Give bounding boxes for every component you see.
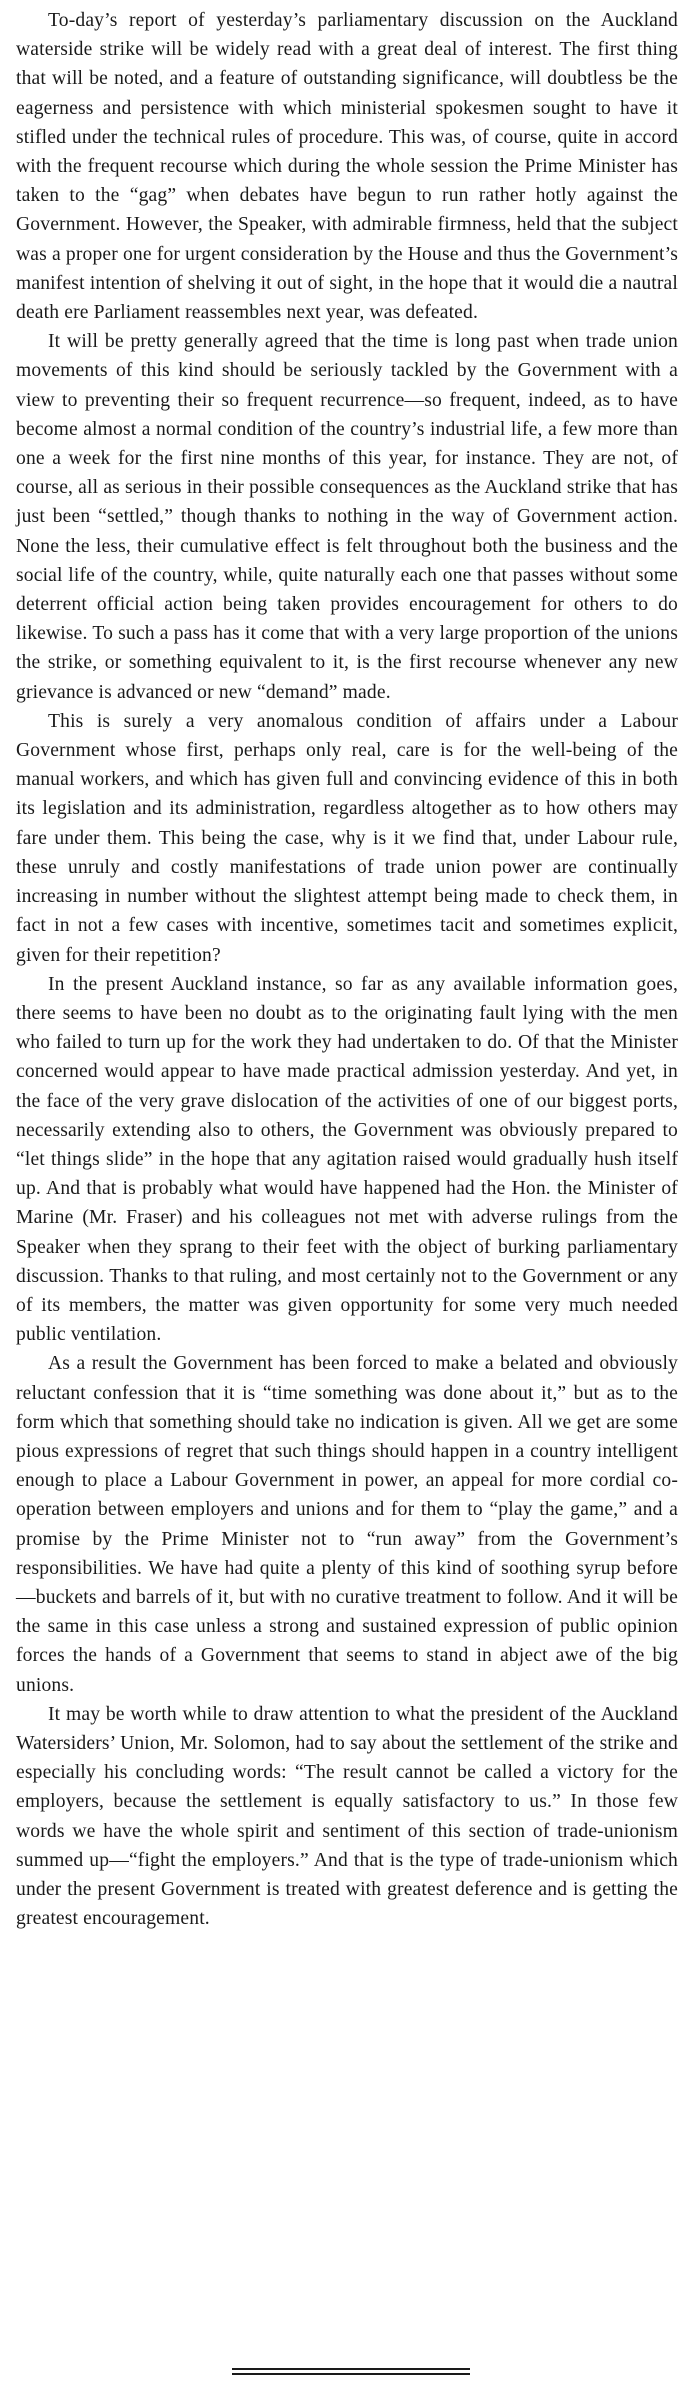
paragraph-2: It will be pretty generally agreed that the time is long past when trade union movements of this kind should be seriously tackled by the Government with a view to preventing their so frequent recurrence—so frequent, indeed, as to have become almost a normal condition of the country’s industrial life, a few more than one a week for the first nine months of this year, for instance. They are not, of course, all as serious in their possible consequences as the Auckland strike that has just been “settled,” though thanks to nothing in the way of Government action. None the less, their cumulative effect is felt throughout both the business and the social life of the country, while, quite naturally each one that passes without some deterrent official action being taken provides encouragement for others to do likewise. To such a pass has it come that with a very large proportion of the unions the strike, or something equivalent to it, is the first recourse whenever any new grievance is advanced or new “demand” made. <box>16 331 678 703</box>
end-of-article-rule <box>0 2368 700 2378</box>
paragraph-6: It may be worth while to draw attention to what the president of the Auckland Watersiders’ Union, Mr. Solomon, had to say about the settlement of the strike and especially his concluding words: “The result cannot be called a victory for the employers, because the settlement is equally satisfactory to us.” In those few words we have the whole spirit and sentiment of this section of trade-unionism summed up—“fight the employers.” And that is the type of trade-unionism which under the present Government is treated with greatest deference and is getting the greatest encouragement. <box>16 1703 678 1930</box>
paragraph-4: In the present Auckland instance, so far as any available information goes, there seems to have been no doubt as to the originating fault lying with the men who failed to turn up for the work they had undertaken to do. Of that the Minister concerned would appear to have made practical admission yesterday. And yet, in the face of the very grave dislocation of the activities of one of our biggest ports, necessarily extending also to others, the Government was obviously prepared to “let things slide” in the hope that any agitation raised would gradually hush itself up. And that is probably what would have happened had the Hon. the Minister of Marine (Mr. Fraser) and his colleagues not met with adverse rulings from the Speaker when they sprang to their feet with the object of burking parliamentary discussion. Thanks to that ruling, and most certainly not to the Government or any of its members, the matter was given opportunity for some very much needed public ventilation. <box>16 973 678 1346</box>
paragraph-1: To-day’s report of yesterday’s parliamentary discussion on the Auckland waterside strike will be widely read with a great deal of interest. The first thing that will be noted, and a feature of outstanding significance, will doubtless be the eagerness and persistence with which ministerial spokesmen sought to have it stifled under the technical rules of procedure. This was, of course, quite in accord with the frequent recourse which during the whole session the Prime Minister has taken to the “gag” when debates have begun to run rather hotly against the Government. However, the Speaker, with admirable firmness, held that the subject was a proper one for urgent consideration by the House and thus the Government’s manifest intention of shelving it out of sight, in the hope that it would die a nautral death ere Parliament reassembles next year, was defeated. <box>16 10 678 324</box>
paragraph-3: This is surely a very anomalous condition of affairs under a Labour Government whose first, perhaps only real, care is for the well-being of the manual workers, and which has given full and convincing evidence of this in both its legislation and its administration, regardless altogether as to how others may fare under them. This being the case, why is it we find that, under Labour rule, these unruly and costly manifestations of trade union power are continually increasing in number without the slightest attempt being made to check them, in fact in not a few cases with incentive, sometimes tacit and sometimes explicit, given for their repetition? <box>16 710 678 966</box>
rule-line-bottom <box>232 2373 470 2375</box>
rule-line-top <box>232 2368 470 2370</box>
editorial-column <box>16 6 678 1933</box>
paragraph-5: As a result the Government has been forced to make a belated and obviously reluctant confession that it is “time something was done about it,” but as to the form which that something should take no indication is given. All we get are some pious expressions of regret that such things should happen in a country intelligent enough to place a Labour Government in power, an appeal for more cordial co-operation between employers and unions and for them to “play the game,” and a promise by the Prime Minister not to “run away” from the Government’s responsibilities. We have had quite a plenty of this kind of soothing syrup before—buckets and barrels of it, but with no curative treatment to follow. And it will be the same in this case unless a strong and sustained expression of public opinion forces the hands of a Government that seems to stand in abject awe of the big unions. <box>16 1353 678 1696</box>
